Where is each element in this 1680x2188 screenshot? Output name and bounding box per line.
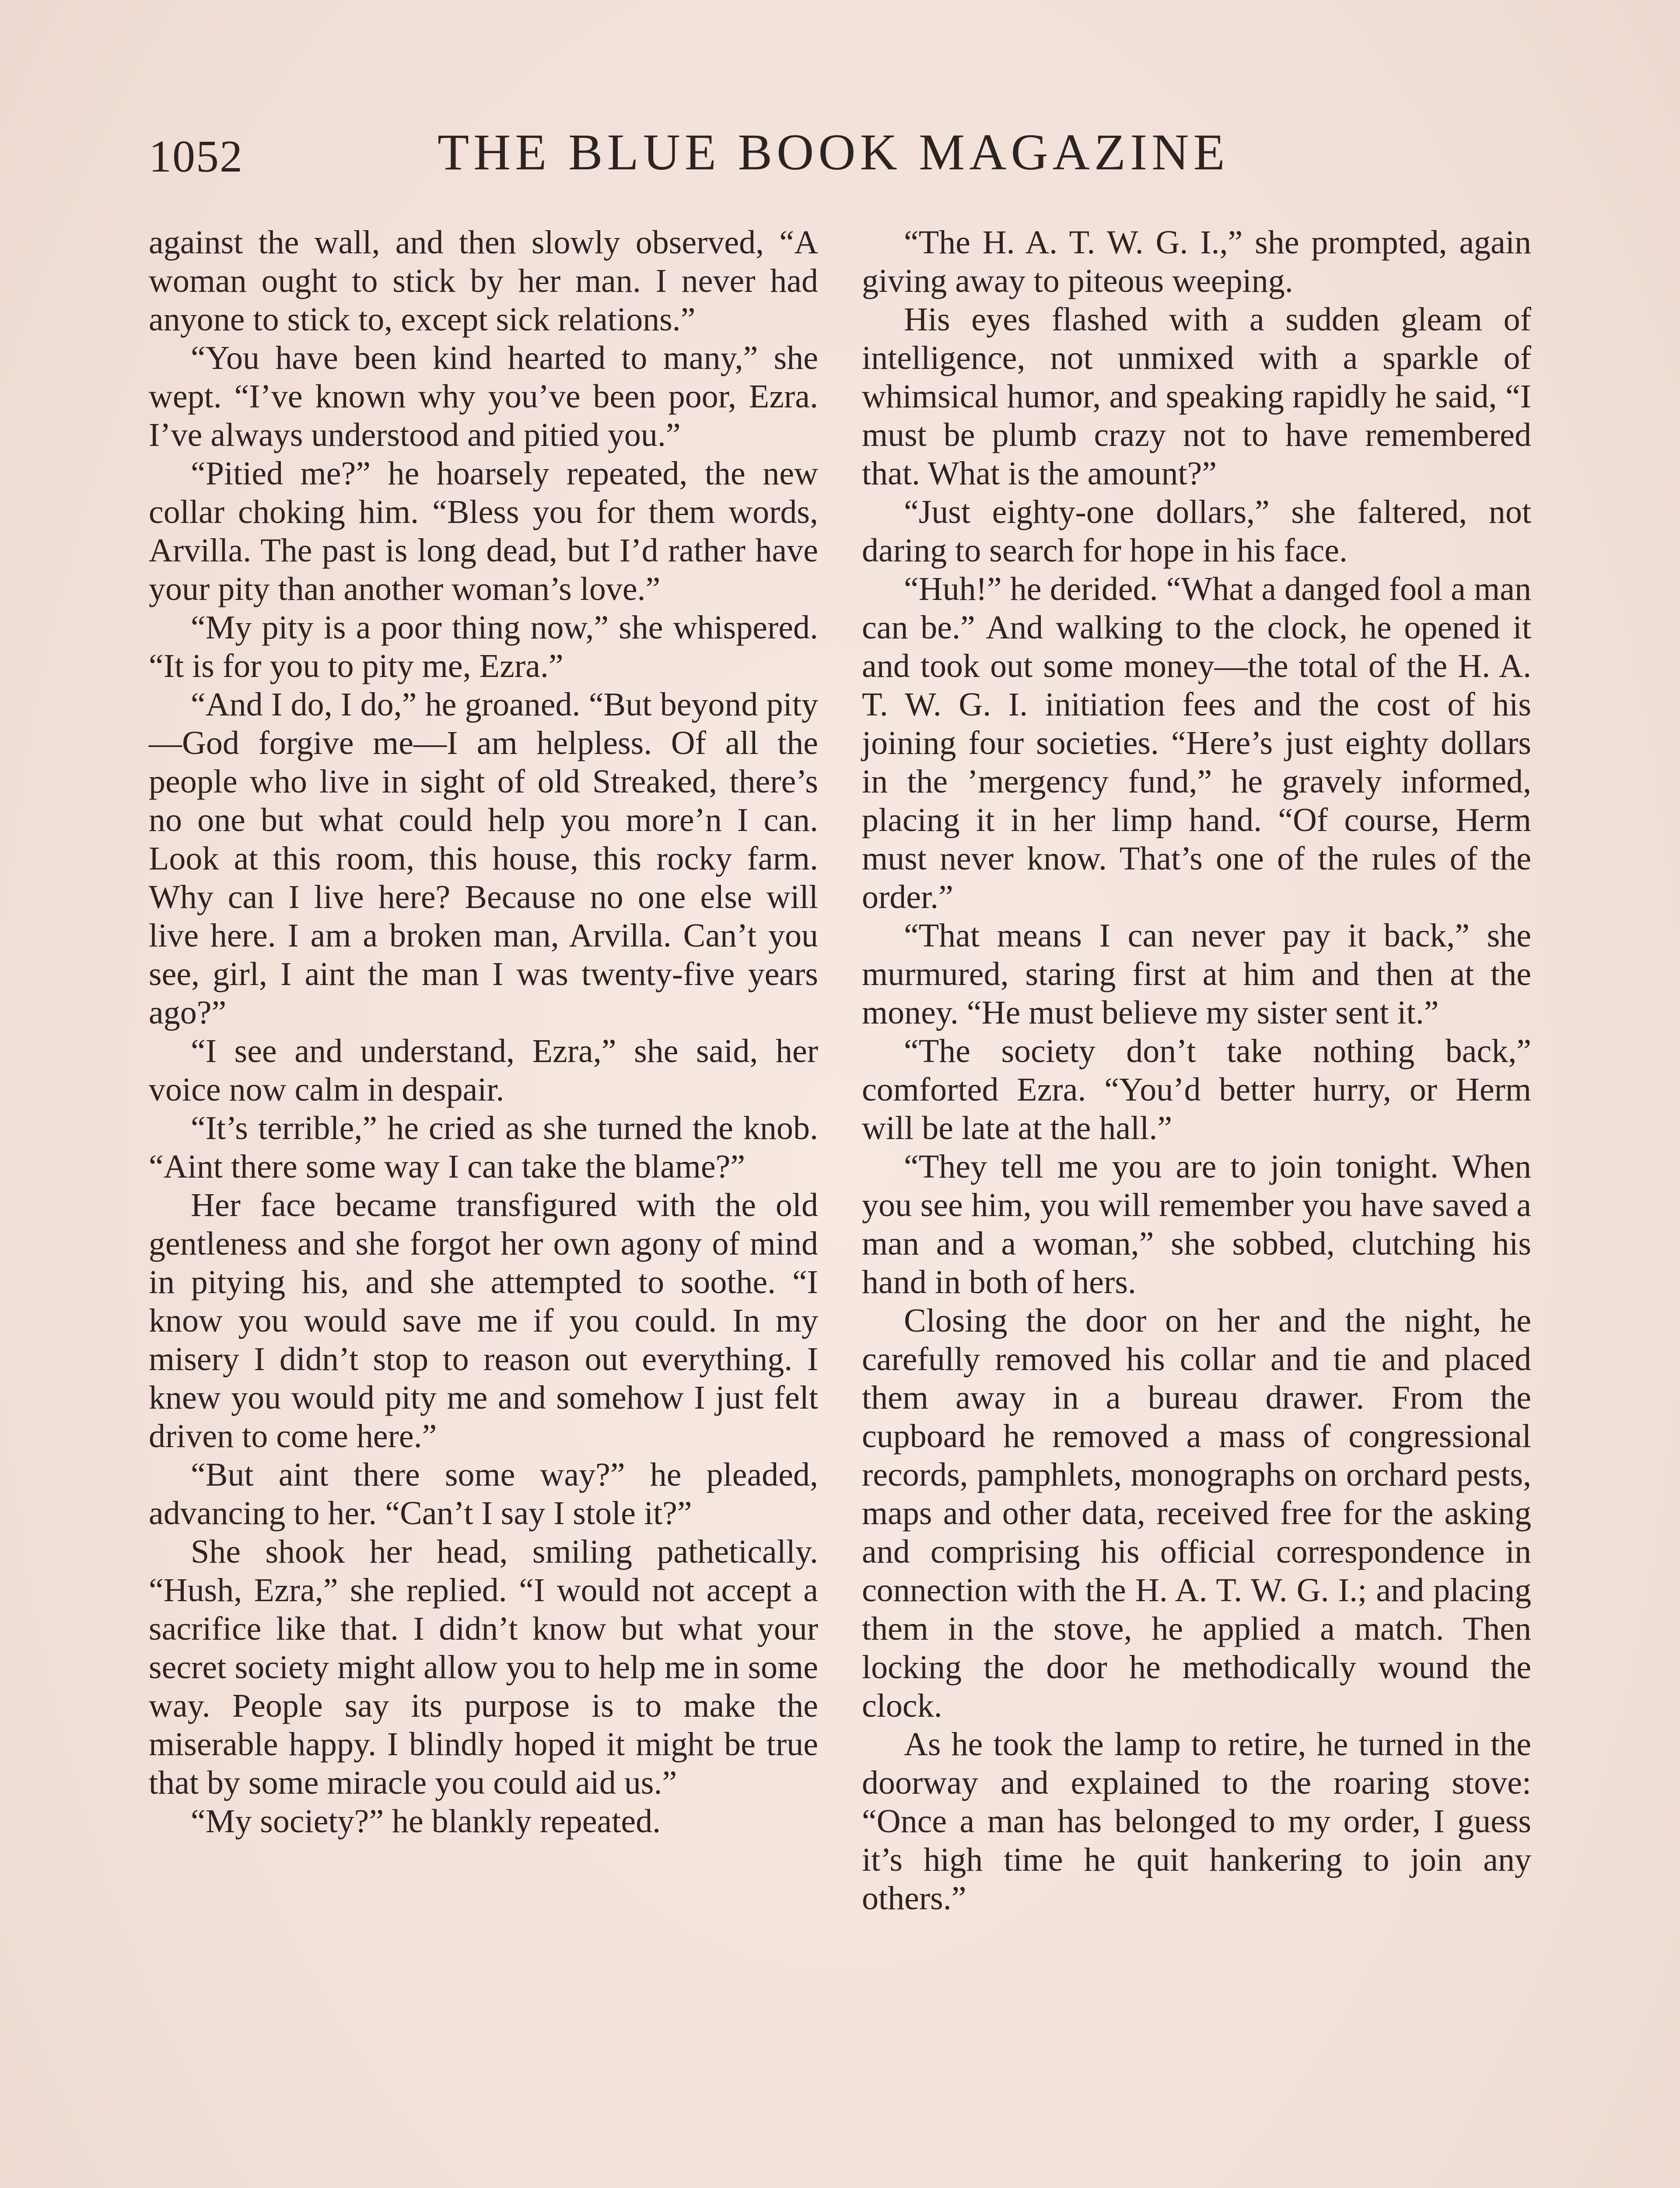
paragraph: “You have been kind hearted to many,” she wept. “I’ve known why you’ve been poor, Ezra. I’ve always understood and pitied you.”	[149, 340, 818, 453]
paragraph: Her face became transfigured with the old gentleness and she forgot her own agony of mind in pitying his, and she attempted to soothe. “I know you would save me if you could. In my misery I didn’t stop to reason out everything. I knew you would pity me and somehow I just felt driven to come here.”	[149, 1187, 818, 1455]
paragraph: “Huh!” he derided. “What a danged fool a man can be.” And walking to the clock, he opened it and took out some money—the total of the H. A. T. W. G. I. initiation fees and the cost of his joining four societies. “Here’s just eighty dollars in the ’mergency fund,” he gravely informed, placing it in her limp hand. “Of course, Herm must never know. That’s one of the rules of the order.”	[862, 571, 1531, 915]
right-column	[862, 223, 1531, 1918]
running-title: THE BLUE BOOK MAGAZINE	[438, 123, 1229, 181]
paragraph: As he took the lamp to retire, he turned in the doorway and explained to the roaring stove: “Once a man has belonged to my order, I guess it’s high time he quit hankering to join any others.”	[862, 1726, 1531, 1917]
paragraph: “That means I can never pay it back,” she murmured, staring first at him and then at the money. “He must believe my sister sent it.”	[862, 917, 1531, 1031]
paragraph: “My society?” he blankly repeated.	[191, 1803, 661, 1840]
paragraph: against the wall, and then slowly observed, “A woman ought to stick by her man. I never had anyone to stick to, except sick relations.”	[149, 224, 818, 338]
paragraph: “Pitied me?” he hoarsely repeated, the new collar choking him. “Bless you for them words, Arvilla. The past is long dead, but I’d rather have your pity than another woman’s love.”	[149, 455, 818, 607]
paragraph: “It’s terrible,” he cried as she turned the knob. “Aint there some way I can take the blame?”	[149, 1110, 818, 1185]
paragraph: “I see and understand, Ezra,” she said, her voice now calm in despair.	[149, 1033, 818, 1108]
paragraph: “The society don’t take nothing back,” comforted Ezra. “You’d better hurry, or Herm will be late at the hall.”	[862, 1033, 1531, 1147]
paragraph: “But aint there some way?” he pleaded, advancing to her. “Can’t I say I stole it?”	[149, 1456, 818, 1532]
paragraph: “The H. A. T. W. G. I.,” she prompted, again giving away to piteous weeping.	[862, 224, 1531, 299]
paragraph: His eyes flashed with a sudden gleam of intelligence, not unmixed with a sparkle of whimsical humor, and speaking rapidly he said, “I must be plumb crazy not to have remembered that. What is the amount?”	[862, 301, 1531, 492]
paragraph: “Just eighty-one dollars,” she faltered, not daring to search for hope in his face.	[862, 494, 1531, 569]
paragraph: She shook her head, smiling pathetically. “Hush, Ezra,” she replied. “I would not accept a sacrifice like that. I didn’t know but what your secret society might allow you to help me in some way. People say its purpose is to make the miserable happy. I blindly hoped it might be true that by some miracle you could aid us.”	[149, 1533, 818, 1801]
page-number: 1052	[149, 131, 243, 182]
paragraph: “They tell me you are to join tonight. When you see him, you will remember you have saved a man and a woman,” she sobbed, clutching his hand in both of hers.	[862, 1148, 1531, 1301]
paragraph: “My pity is a poor thing now,” she whispered. “It is for you to pity me, Ezra.”	[149, 609, 818, 684]
left-column	[149, 223, 818, 1841]
paragraph: “And I do, I do,” he groaned. “But beyond pity—God forgive me—I am helpless. Of all the people who live in sight of old Streaked, there’s no one but what could help you more’n I can. Look at this room, this house, this rocky farm. Why can I live here? Because no one else will live here. I am a broken man, Arvilla. Can’t you see, girl, I aint the man I was twenty-five years ago?”	[149, 686, 818, 1031]
paragraph: Closing the door on her and the night, he carefully removed his collar and tie and placed them away in a bureau drawer. From the cupboard he removed a mass of congressional records, pamphlets, monographs on orchard pests, maps and other data, received free for the asking and comprising his official correspondence in connection with the H. A. T. W. G. I.; and placing them in the stove, he applied a match. Then locking the door he methodically wound the clock.	[862, 1302, 1531, 1724]
page-header	[149, 123, 1540, 193]
